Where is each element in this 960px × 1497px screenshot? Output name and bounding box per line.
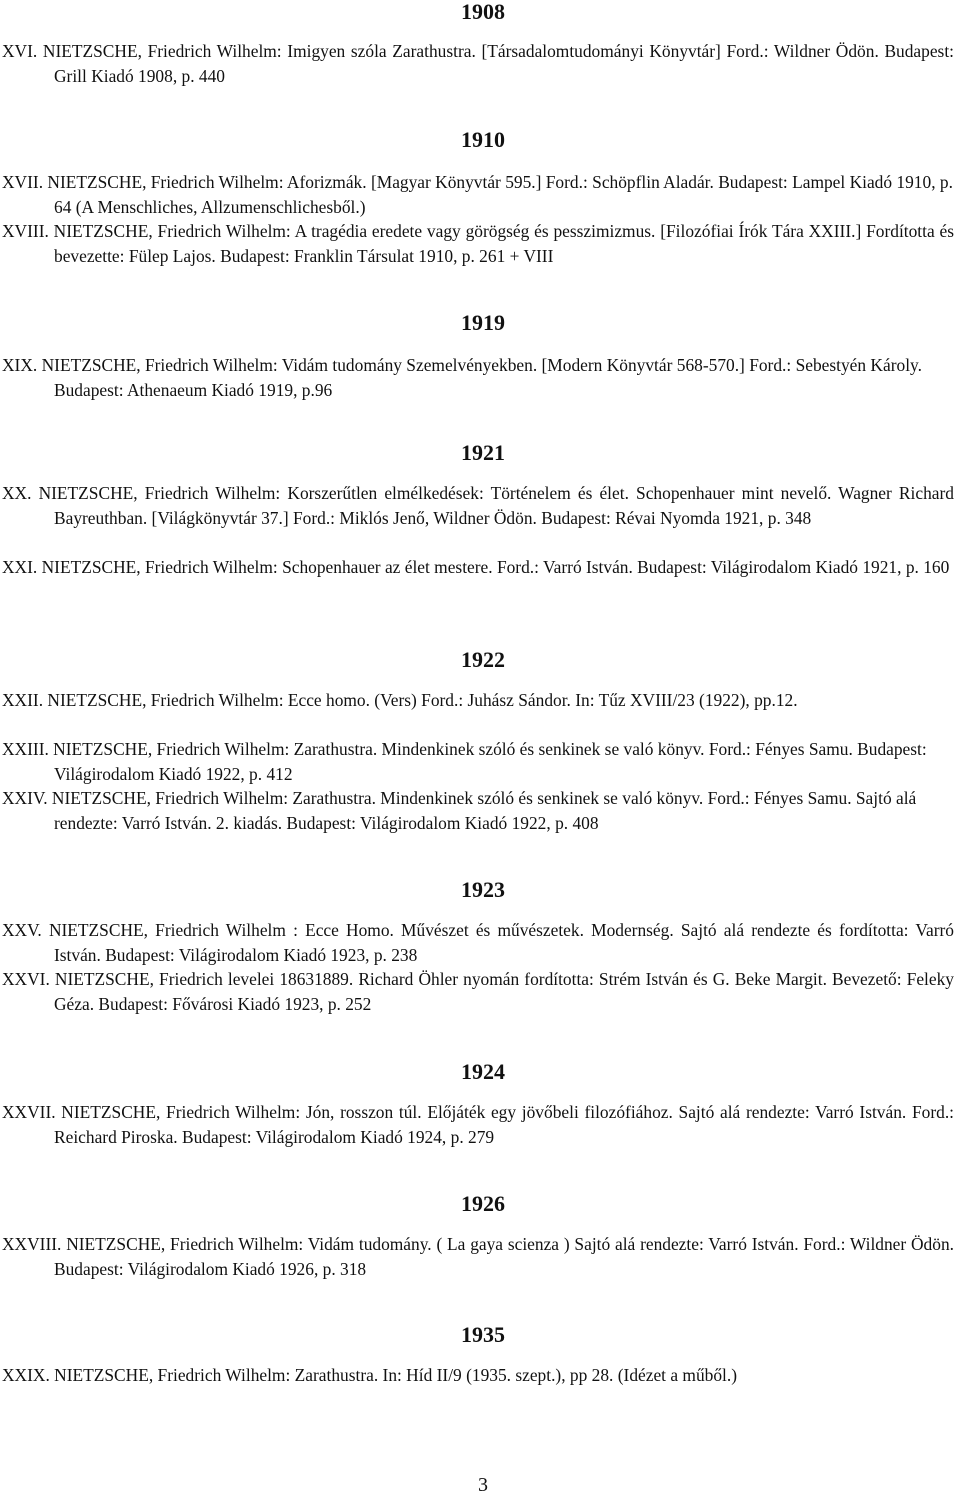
year-heading-1908: 1908 [461, 0, 505, 24]
bibliography-entry-xxix: XXIX. NIETZSCHE, Friedrich Wilhelm: Zarathustra. In: Híd II/9 (1935. szept.), pp 28. (Idézet a műből.) [2, 1365, 737, 1385]
bibliography-entry-xviii: XVIII. NIETZSCHE, Friedrich Wilhelm: A tragédia eredete vagy görögség és pesszimizmus. [Filozófiai Írók Tára XXIII.] Fordította és bevezette: Fülep Lajos. Budapest: Franklin Társulat 1910, p. 261 + VIII [2, 221, 954, 266]
year-heading-1919: 1919 [461, 310, 505, 335]
bibliography-entry-xxviii: XXVIII. NIETZSCHE, Friedrich Wilhelm: Vidám tudomány. ( La gaya scienza ) Sajtó alá rendezte: Varró István. Ford.: Wildner Ödön. Budapest: Világirodalom Kiadó 1926, p. 318 [2, 1234, 954, 1279]
bibliography-entry-xvii: XVII. NIETZSCHE, Friedrich Wilhelm: Aforizmák. [Magyar Könyvtár 595.] Ford.: Schöpflin Aladár. Budapest: Lampel Kiadó 1910, p. 64 (A Menschliches, Allzumenschlichesből.) [2, 172, 953, 217]
year-heading-1922: 1922 [461, 647, 505, 672]
bibliography-entry-xxvi: XXVI. NIETZSCHE, Friedrich levelei 18631889. Richard Öhler nyomán fordította: Strém István és G. Beke Margit. Bevezető: Feleky Géza. Budapest: Fővárosi Kiadó 1923, p. 252 [2, 969, 954, 1014]
year-heading-1921: 1921 [461, 440, 505, 465]
year-heading-1910: 1910 [461, 127, 505, 152]
bibliography-entry-xxi: XXI. NIETZSCHE, Friedrich Wilhelm: Schopenhauer az élet mestere. Ford.: Varró István. Budapest: Világirodalom Kiadó 1921, p. 160 [2, 557, 950, 577]
bibliography-entry-xxiii: XXIII. NIETZSCHE, Friedrich Wilhelm: Zarathustra. Mindenkinek szóló és senkinek se való könyv. Ford.: Fényes Samu. Budapest: Világirodalom Kiadó 1922, p. 412 [2, 739, 927, 784]
bibliography-entry-xvi: XVI. NIETZSCHE, Friedrich Wilhelm: Imigyen szóla Zarathustra. [Társadalomtudományi Könyvtár] Ford.: Wildner Ödön. Budapest: Grill Kiadó 1908, p. 440 [2, 41, 954, 86]
bibliography-entry-xxii: XXII. NIETZSCHE, Friedrich Wilhelm: Ecce homo. (Vers) Ford.: Juhász Sándor. In: Tűz XVIII/23 (1922), pp.12. [2, 690, 798, 710]
bibliography-entry-xxiv: XXIV. NIETZSCHE, Friedrich Wilhelm: Zarathustra. Mindenkinek szóló és senkinek se való könyv. Ford.: Fényes Samu. Sajtó alá rendezte: Varró István. 2. kiadás. Budapest: Világirodalom Kiadó 1922, p. 408 [2, 788, 917, 833]
year-heading-1926: 1926 [461, 1191, 505, 1216]
year-heading-1935: 1935 [461, 1322, 505, 1347]
bibliography-entry-xx: XX. NIETZSCHE, Friedrich Wilhelm: Korszerűtlen elmélkedések: Történelem és élet. Schopenhauer mint nevelő. Wagner Richard Bayreuthban. [Világkönyvtár 37.] Ford.: Miklós Jenő, Wildner Ödön. Budapest: Révai Nyomda 1921, p. 348 [2, 483, 954, 528]
year-heading-1923: 1923 [461, 877, 505, 902]
bibliography-entry-xix: XIX. NIETZSCHE, Friedrich Wilhelm: Vidám tudomány Szemelvényekben. [Modern Könyvtár 568-570.] Ford.: Sebestyén Károly. Budapest: Athenaeum Kiadó 1919, p.96 [2, 355, 922, 400]
bibliography-entry-xxvii: XXVII. NIETZSCHE, Friedrich Wilhelm: Jón, rosszon túl. Előjáték egy jövőbeli filozófiához. Sajtó alá rendezte: Varró István. Ford.: Reichard Piroska. Budapest: Világirodalom Kiadó 1924, p. 279 [2, 1102, 954, 1147]
bibliography-entry-xxv: XXV. NIETZSCHE, Friedrich Wilhelm : Ecce Homo. Művészet és művészetek. Modernség. Sajtó alá rendezte és fordította: Varró István. Budapest: Világirodalom Kiadó 1923, p. 238 [2, 920, 954, 965]
page-number: 3 [478, 1474, 488, 1496]
year-heading-1924: 1924 [461, 1059, 505, 1084]
